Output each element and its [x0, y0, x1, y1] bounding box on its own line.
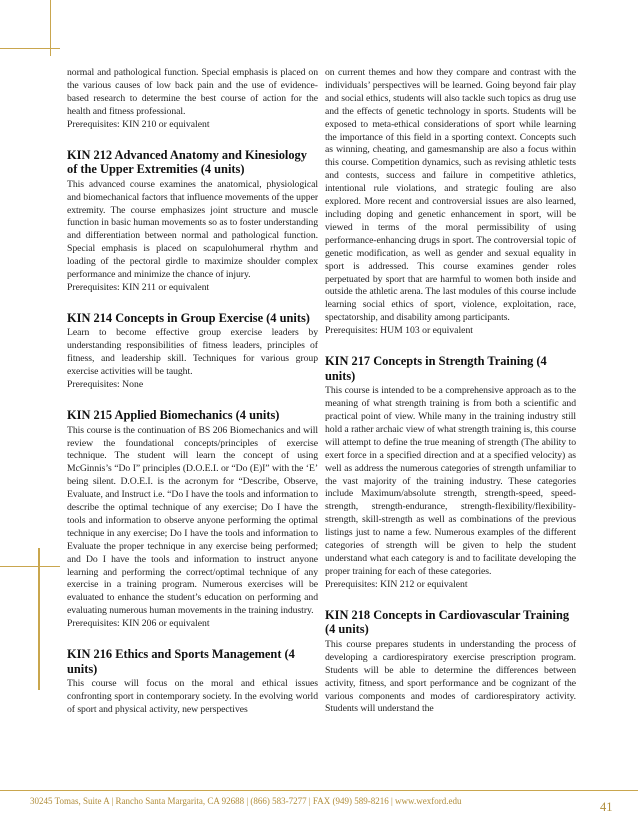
decorative-rule-top-vertical — [50, 0, 51, 56]
decorative-rule-margin-vertical — [38, 548, 40, 690]
right-column — [325, 67, 576, 716]
course-title-kin216: KIN 216 Ethics and Sports Management (4 units) — [67, 647, 295, 676]
course-description-kin218: This course prepares students in understanding the process of developing a cardiorespiratory exercise prescription program. Students will be able to determine the differences between activity, fitness, and sport performance and be cognizant of the various components and modes of cardiorespiratory activity. Students will understand the — [325, 638, 576, 715]
prerequisites-kin216: Prerequisites: HUM 103 or equivalent — [325, 325, 473, 337]
course-description-kin215: This course is the continuation of BS 206 Biomechanics and will review the foundational concepts/principles of exercise technique. The student will learn the concept of using McGinnis’s “Do I” principles (D.O.E.I. or “Do (E)I” with the ‘E’ being silent. D.O.E.I. is the acronym for “Describe, Observe, Evaluate, and Instruct i.e. “Do I have the tools and information to describe the optimal technique of any exercise; Do I have the tools and information to observe anyone performing the optimal technique in any exercise; Do I have the tools and information to Evaluate the proper technique in any exercise being performed; and Do I have the tools and information to instruct anyone learning and performing the correct/optimal technique of any exercise in a training program. Numerous exercises will be evaluated to enhance the student’s education on performing and evaluating numerous human movements in the training industry. — [67, 424, 318, 617]
course-title-kin214: KIN 214 Concepts in Group Exercise (4 units) — [67, 310, 310, 325]
page-number: 41 — [600, 800, 613, 814]
course-description-kin214: Learn to become effective group exercise leaders by understanding responsibilities of fitness leaders, principles of fitness, and leadership skill. Techniques for various group exercise activities will be taught. — [67, 327, 318, 378]
intro-paragraph: normal and pathological function. Special emphasis is placed on the various causes of low back pain and the use of evidence-based research to determine the best course of action for the health and fitness professional. — [67, 67, 318, 117]
decorative-rule-margin-horizontal — [0, 566, 60, 567]
course-description-kin216-continued: on current themes and how they compare and contrast with the individuals’ perspectives will be learned. Going beyond fair play and social ethics, students will also tackle such topics as drug use and the effects of genetic technology in sports. Students will be exposed to meta-ethical considerations of sport while learning the importance of this field in a sporting context. Concepts such as winning, cheating, and gamesmanship are also a focus within this course. Competition dynamics, such as revising athletic tests and contests, success and failure in competitive athletics, intentional rule violations, and strategic fouling are also explored. More recent and controversial issues are also learned, including doping and genetic enhancement in sport, will be viewed in terms of the moral permissibility of using performance-enhancing drugs in sport. The controversial topic of genetic modification, as well as gender and sexual equality in sport is addressed. This course examines gender roles perpetuated by sport that are harmful to women both inside and outside the athletic arena. The last modules of this course include learning social ethics of sport, violence, exploitation, race, spectatorship, and disability among participants. — [325, 67, 576, 324]
course-title-kin218: KIN 218 Concepts in Cardiovascular Training (4 units) — [325, 607, 570, 637]
course-description-kin212: This advanced course examines the anatomical, physiological and biomechanical factors that influence movements of the upper extremity. The course emphasizes joint structure and muscle function in basic human movements so as to foster understanding and differentiation between normal and pathological function. Special emphasis is placed on scapulohumeral rhythm and loading of the pectoral girdle to maximize shoulder complex performance and minimize the chance of injury. — [67, 178, 318, 281]
prerequisites-kin215: Prerequisites: KIN 206 or equivalent — [67, 618, 210, 630]
course-title-kin212: KIN 212 Advanced Anatomy and Kinesiology of the Upper Extremities (4 units) — [67, 147, 307, 177]
prerequisites-kin214: Prerequisites: None — [67, 379, 144, 391]
footer-rule — [0, 790, 638, 791]
course-description-kin216: This course will focus on the moral and ethical issues confronting sport in contemporary society. In the evolving world of sport and physical activity, new perspectives — [67, 678, 318, 716]
course-title-kin217: KIN 217 Concepts in Strength Training (4 units) — [325, 354, 547, 383]
left-column — [67, 67, 318, 717]
intro-prerequisites: Prerequisites: KIN 210 or equivalent — [67, 118, 210, 130]
footer-contact-line: 30245 Tomas, Suite A | Rancho Santa Margarita, CA 92688 | (866) 583-7277 | FAX (949) 589-8216 | www.wexford.edu — [30, 796, 462, 806]
course-description-kin217: This course is intended to be a comprehensive approach as to the meaning of what strength training is from both a scientific and practical point of view. While many in the training industry still hold a rather archaic view of what strength training is, this course will attempt to define the true meaning of strength (The ability to exert force in a specified direction and at a specified velocity) as well as address the numerous categories of strength unfamiliar to the vast majority of the training industry. These categories include Maximum/absolute strength, strength-speed, speed-strength, strength-endurance, strength-flexibility/flexibility-strength, skill-strength as well as combinations of the previous listings just to name a few. Numerous examples of the different categories of strength will be given to help the student understand what each category is and to facilitate developing the proper training for each of these categories. — [325, 385, 576, 577]
course-title-kin215: KIN 215 Applied Biomechanics (4 units) — [67, 408, 280, 422]
prerequisites-kin212: Prerequisites: KIN 211 or equivalent — [67, 281, 210, 293]
prerequisites-kin217: Prerequisites: KIN 212 or equivalent — [325, 578, 468, 590]
decorative-rule-top-horizontal — [0, 48, 60, 49]
